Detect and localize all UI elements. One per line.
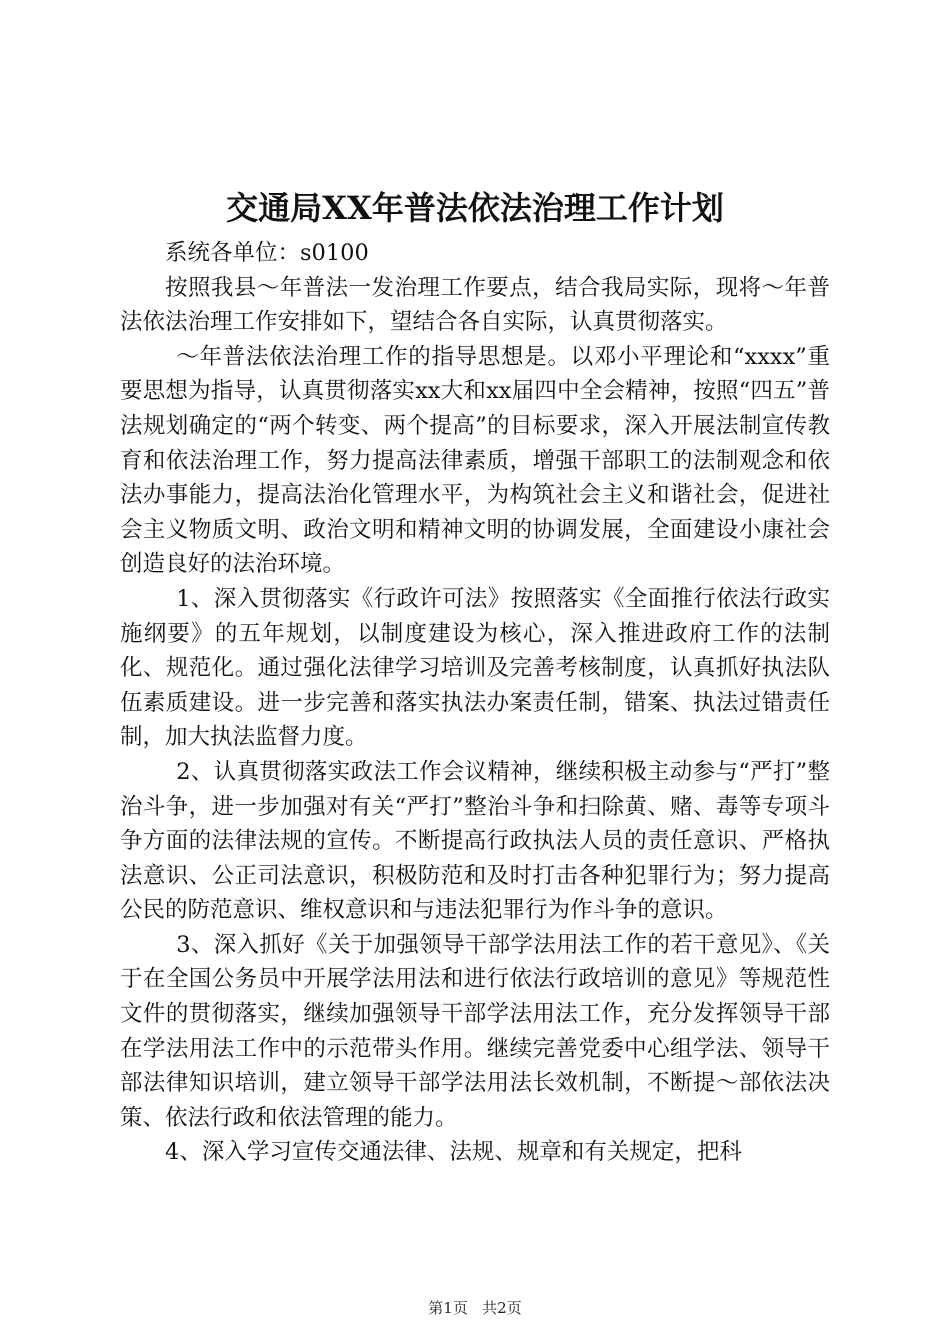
greeting-line: 系统各单位：s0100 [165,240,369,266]
page-footer [0,1298,950,1318]
document-body [120,236,830,1170]
page-number-total: 共2页 [482,1299,522,1317]
page-number-separator [473,1299,478,1317]
paragraph-item-1: 1、深入贯彻落实《行政许可法》按照落实《全面推行依法行政实施纲要》的五年规划，以制度建设为核心，深入推进政府工作的法制化、规范化。通过强化法律学习培训及完善考核制度，认真抓好执法队伍素质建设。进一步完善和落实执法办案责任制，错案、执法过错责任制，加大执法监督力度。 [120,585,830,751]
page-number-current: 第1页 [428,1299,468,1317]
paragraph-item-4: 4、深入学习宣传交通法律、法规、规章和有关规定，把科 [165,1139,742,1166]
paragraph-item-3: 3、深入抓好《关于加强领导干部学法用法工作的若干意见》、《关于在全国公务员中开展学法用法和进行依法行政培训的意见》等规范性文件的贯彻落实，继续加强领导干部学法用法工作，充分发挥领导干部在学法用法工作中的示范带头作用。继续完善党委中心组学法、领导干部法律知识培训，建立领导干部学法用法长效机制，不断提～部依法决策、依法行政和依法管理的能力。 [120,931,830,1131]
paragraph-intro: 按照我县～年普法一发治理工作要点，结合我局实际，现将～年普法依法治理工作安排如下，望结合各自实际，认真贯彻落实。 [120,274,830,336]
paragraph-guiding-thought: ～年普法依法治理工作的指导思想是。以邓小平理论和“xxxx”重要思想为指导，认真贯彻落实xx大和xx届四中全会精神，按照“四五”普法规划确定的“两个转变、两个提高”的目标要求，深入开展法制宣传教育和依法治理工作，努力提高法律素质，增强干部职工的法制观念和依法办事能力，提高法治化管理水平，为构筑社会主义和谐社会，促进社会主义物质文明、政治文明和精神文明的协调发展，全面建设小康社会创造良好的法治环境。 [120,343,830,578]
document-title: 交通局XX年普法依法治理工作计划 [226,189,724,227]
paragraph-item-2: 2、认真贯彻落实政法工作会议精神，继续积极主动参与“严打”整治斗争，进一步加强对有关“严打”整治斗争和扫除黄、赌、毒等专项斗争方面的法律法规的宣传。不断提高行政执法人员的责任意识、严格执法意识、公正司法意识，积极防范和及时打击各种犯罪行为；努力提高公民的防范意识、维权意识和与违法犯罪行为作斗争的意识。 [120,758,830,924]
